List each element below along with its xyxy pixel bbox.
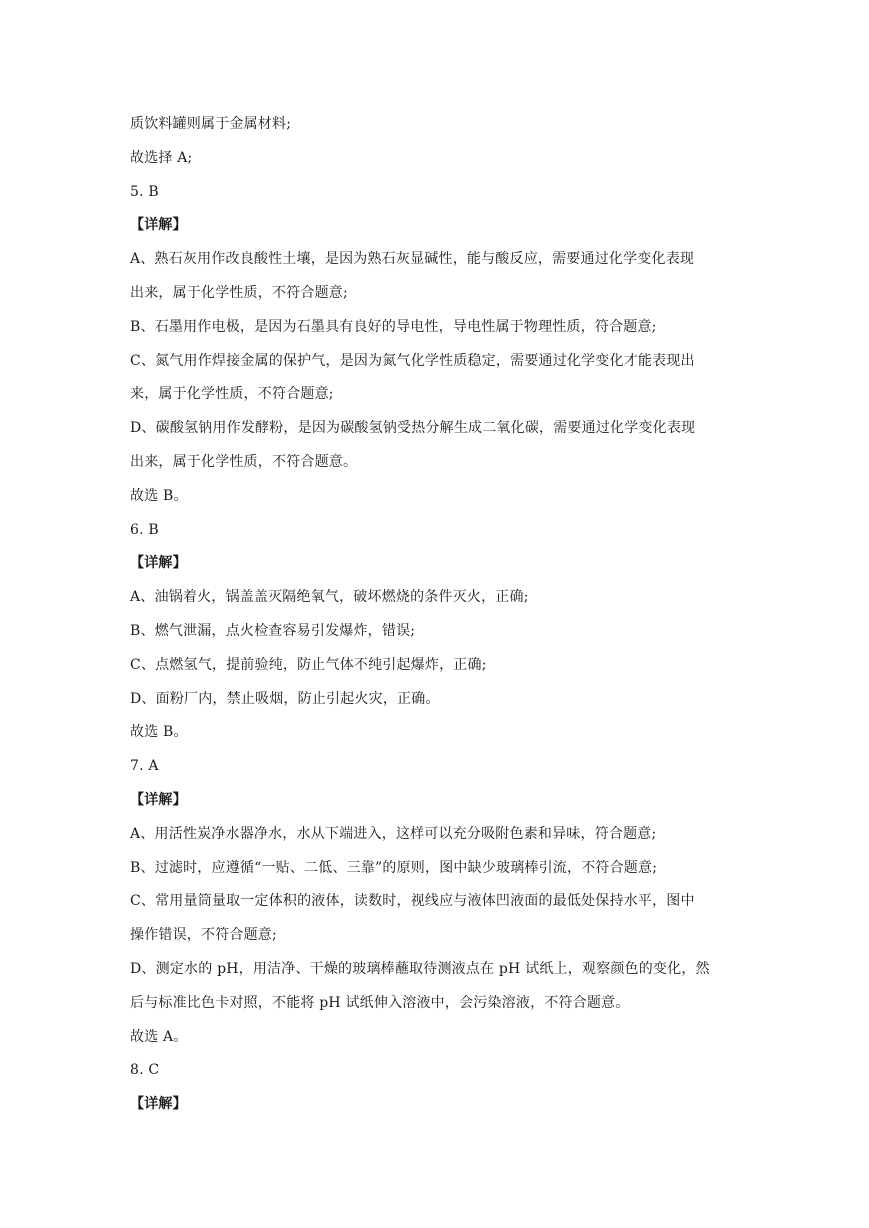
text-line: C、常用量筒量取一定体积的液体，读数时，视线应与液体凹液面的最低处保持水平，图中 xyxy=(130,893,695,910)
text-line: C、点燃氢气，提前验纯，防止气体不纯引起爆炸，正确; xyxy=(130,656,487,673)
text-line: C、氮气用作焊接金属的保护气，是因为氮气化学性质稳定，需要通过化学变化才能表现出 xyxy=(130,352,695,369)
section-heading: 【详解】 xyxy=(130,217,187,234)
text-line: B、燃气泄漏，点火检查容易引发爆炸，错误; xyxy=(130,622,416,639)
text-line: B、过滤时，应遵循“一贴、二低、三靠”的原则，图中缺少玻璃棒引流，不符合题意; xyxy=(130,859,658,876)
text-line: 质饮料罐则属于金属材料; xyxy=(130,116,292,132)
section-heading: 【详解】 xyxy=(130,791,187,808)
text-line: B、石墨用作电极，是因为石墨具有良好的导电性，导电性属于物理性质，符合题意; xyxy=(130,318,657,335)
text-line: A、用活性炭净水器净水，水从下端进入，这样可以充分吸附色素和异味，符合题意; xyxy=(130,825,657,842)
conclusion-line: 故选 B。 xyxy=(130,724,188,741)
section-heading: 【详解】 xyxy=(130,1096,187,1113)
answer-line: 5. B xyxy=(130,183,159,200)
conclusion-line: 故选 B。 xyxy=(130,487,188,504)
text-line: 出来，属于化学性质，不符合题意。 xyxy=(130,453,358,470)
text-line: 出来，属于化学性质，不符合题意; xyxy=(130,284,348,301)
text-line: D、碳酸氢钠用作发酵粉，是因为碳酸氢钠受热分解生成二氧化碳，需要通过化学变化表现 xyxy=(130,420,696,437)
answer-line: 7. A xyxy=(130,758,159,775)
text-line: 来，属于化学性质，不符合题意; xyxy=(130,386,334,403)
conclusion-line: 故选 A。 xyxy=(130,1028,188,1045)
text-line: D、测定水的 pH，用洁净、干燥的玻璃棒蘸取待测液点在 pH 试纸上，观察颜色的变化，然 xyxy=(130,960,710,977)
text-line: 操作错误，不符合题意; xyxy=(130,927,277,944)
document-body xyxy=(130,108,742,1122)
conclusion-line: 故选择 A; xyxy=(130,149,193,166)
text-line: D、面粉厂内，禁止吸烟，防止引起火灾，正确。 xyxy=(130,690,440,707)
answer-line: 6. B xyxy=(130,521,159,538)
section-heading: 【详解】 xyxy=(130,555,187,572)
text-line: 后与标准比色卡对照，不能将 pH 试纸伸入溶液中，会污染溶液，不符合题意。 xyxy=(130,994,630,1011)
text-line: A、熟石灰用作改良酸性土壤，是因为熟石灰显碱性，能与酸反应，需要通过化学变化表现 xyxy=(130,251,695,268)
answer-line: 8. C xyxy=(130,1062,160,1079)
text-line: A、油锅着火，锅盖盖灭隔绝氧气，破坏燃烧的条件灭火，正确; xyxy=(130,589,529,606)
